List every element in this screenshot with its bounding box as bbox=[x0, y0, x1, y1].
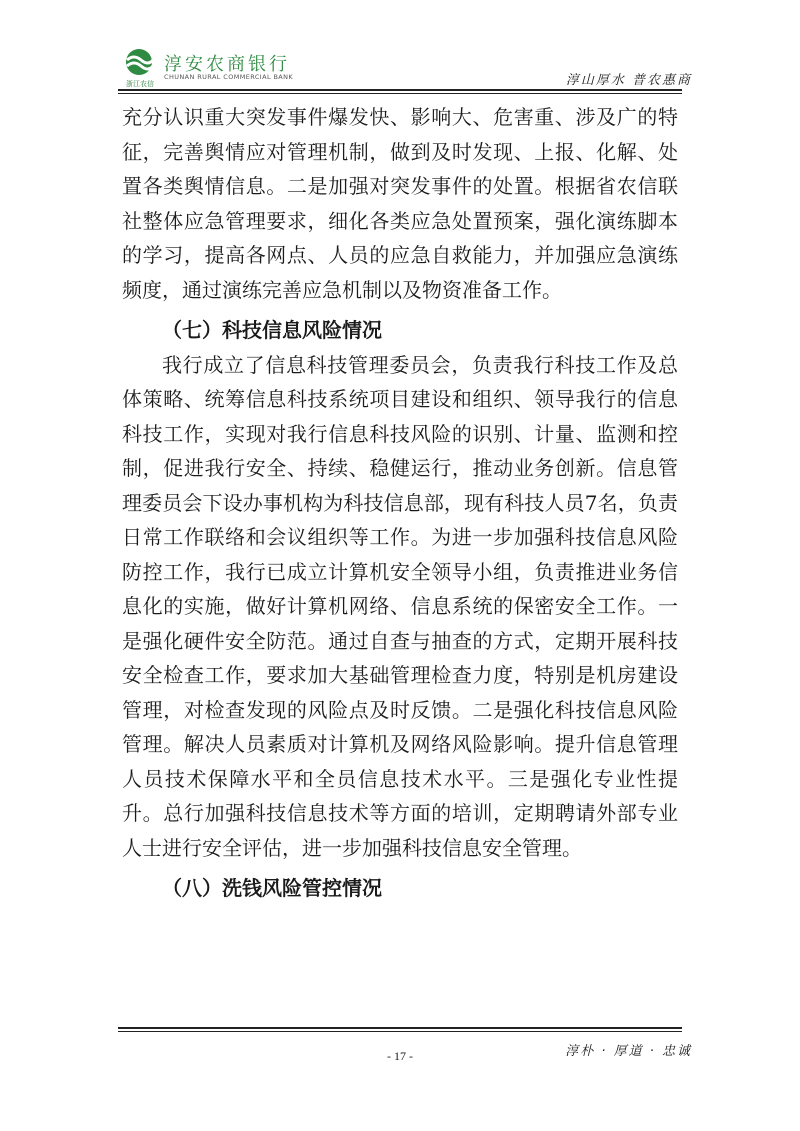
section-7-paragraph: 我行成立了信息科技管理委员会，负责我行科技工作及总体策略、统筹信息科技系统项目建设和组织、领导我行的信息科技工作，实现对我行信息科技风险的识别、计量、监测和控制，促进我行安全、持续、稳健运行，推动业务创新。信息管理委员会下设办事机构为科技信息部，现有科技人员7名，负责日常工作联络和会议组织等工作。为进一步加强科技信息风险防控工作，我行已成立计算机安全领导小组，负责推进业务信息化的实施，做好计算机网络、信息系统的保密安全工作。一是强化硬件安全防范。通过自查与抽查的方式，定期开展科技安全检查工作，要求加大基础管理检查力度，特别是机房建设管理，对检查发现的风险点及时反馈。二是强化科技信息风险管理。解决人员素质对计算机及网络风险影响。提升信息管理人员技术保障水平和全员信息技术水平。三是强化专业性提升。总行加强科技信息技术等方面的培训，定期聘请外部专业人士进行安全评估，进一步加强科技信息安全管理。 bbox=[122, 352, 678, 860]
section-heading-8: （八）洗钱风险管控情况 bbox=[162, 876, 382, 900]
footer-divider bbox=[118, 1027, 682, 1029]
page-header bbox=[0, 0, 800, 92]
header-divider bbox=[118, 89, 682, 91]
footer-slogan: 淳朴 · 厚道 · 忠诚 bbox=[565, 1044, 692, 1059]
header-divider-thin bbox=[118, 93, 682, 94]
footer-divider-thin bbox=[118, 1031, 682, 1032]
logo-sublabel: 浙江农信 bbox=[126, 80, 154, 88]
header-slogan: 淳山厚水 普农惠商 bbox=[565, 73, 692, 88]
intro-paragraph: 充分认识重大突发事件爆发快、影响大、危害重、涉及广的特征，完善舆情应对管理机制，做到及时发现、上报、化解、处置各类舆情信息。二是加强对突发事件的处置。根据省农信联社整体应急管理要求，细化各类应急处置预案，强化演练脚本的学习，提高各网点、人员的应急自救能力，并加强应急演练频度，通过演练完善应急机制以及物资准备工作。 bbox=[122, 105, 678, 302]
document-body bbox=[122, 100, 678, 906]
page-number: - 17 - bbox=[387, 1049, 413, 1063]
bank-name: 淳安农商银行 bbox=[164, 54, 290, 75]
bank-name-english: CHUNAN RURAL COMMERCIAL BANK bbox=[164, 73, 294, 81]
bank-logo-icon bbox=[122, 48, 156, 82]
section-heading-7: （七）科技信息风险情况 bbox=[162, 318, 382, 342]
